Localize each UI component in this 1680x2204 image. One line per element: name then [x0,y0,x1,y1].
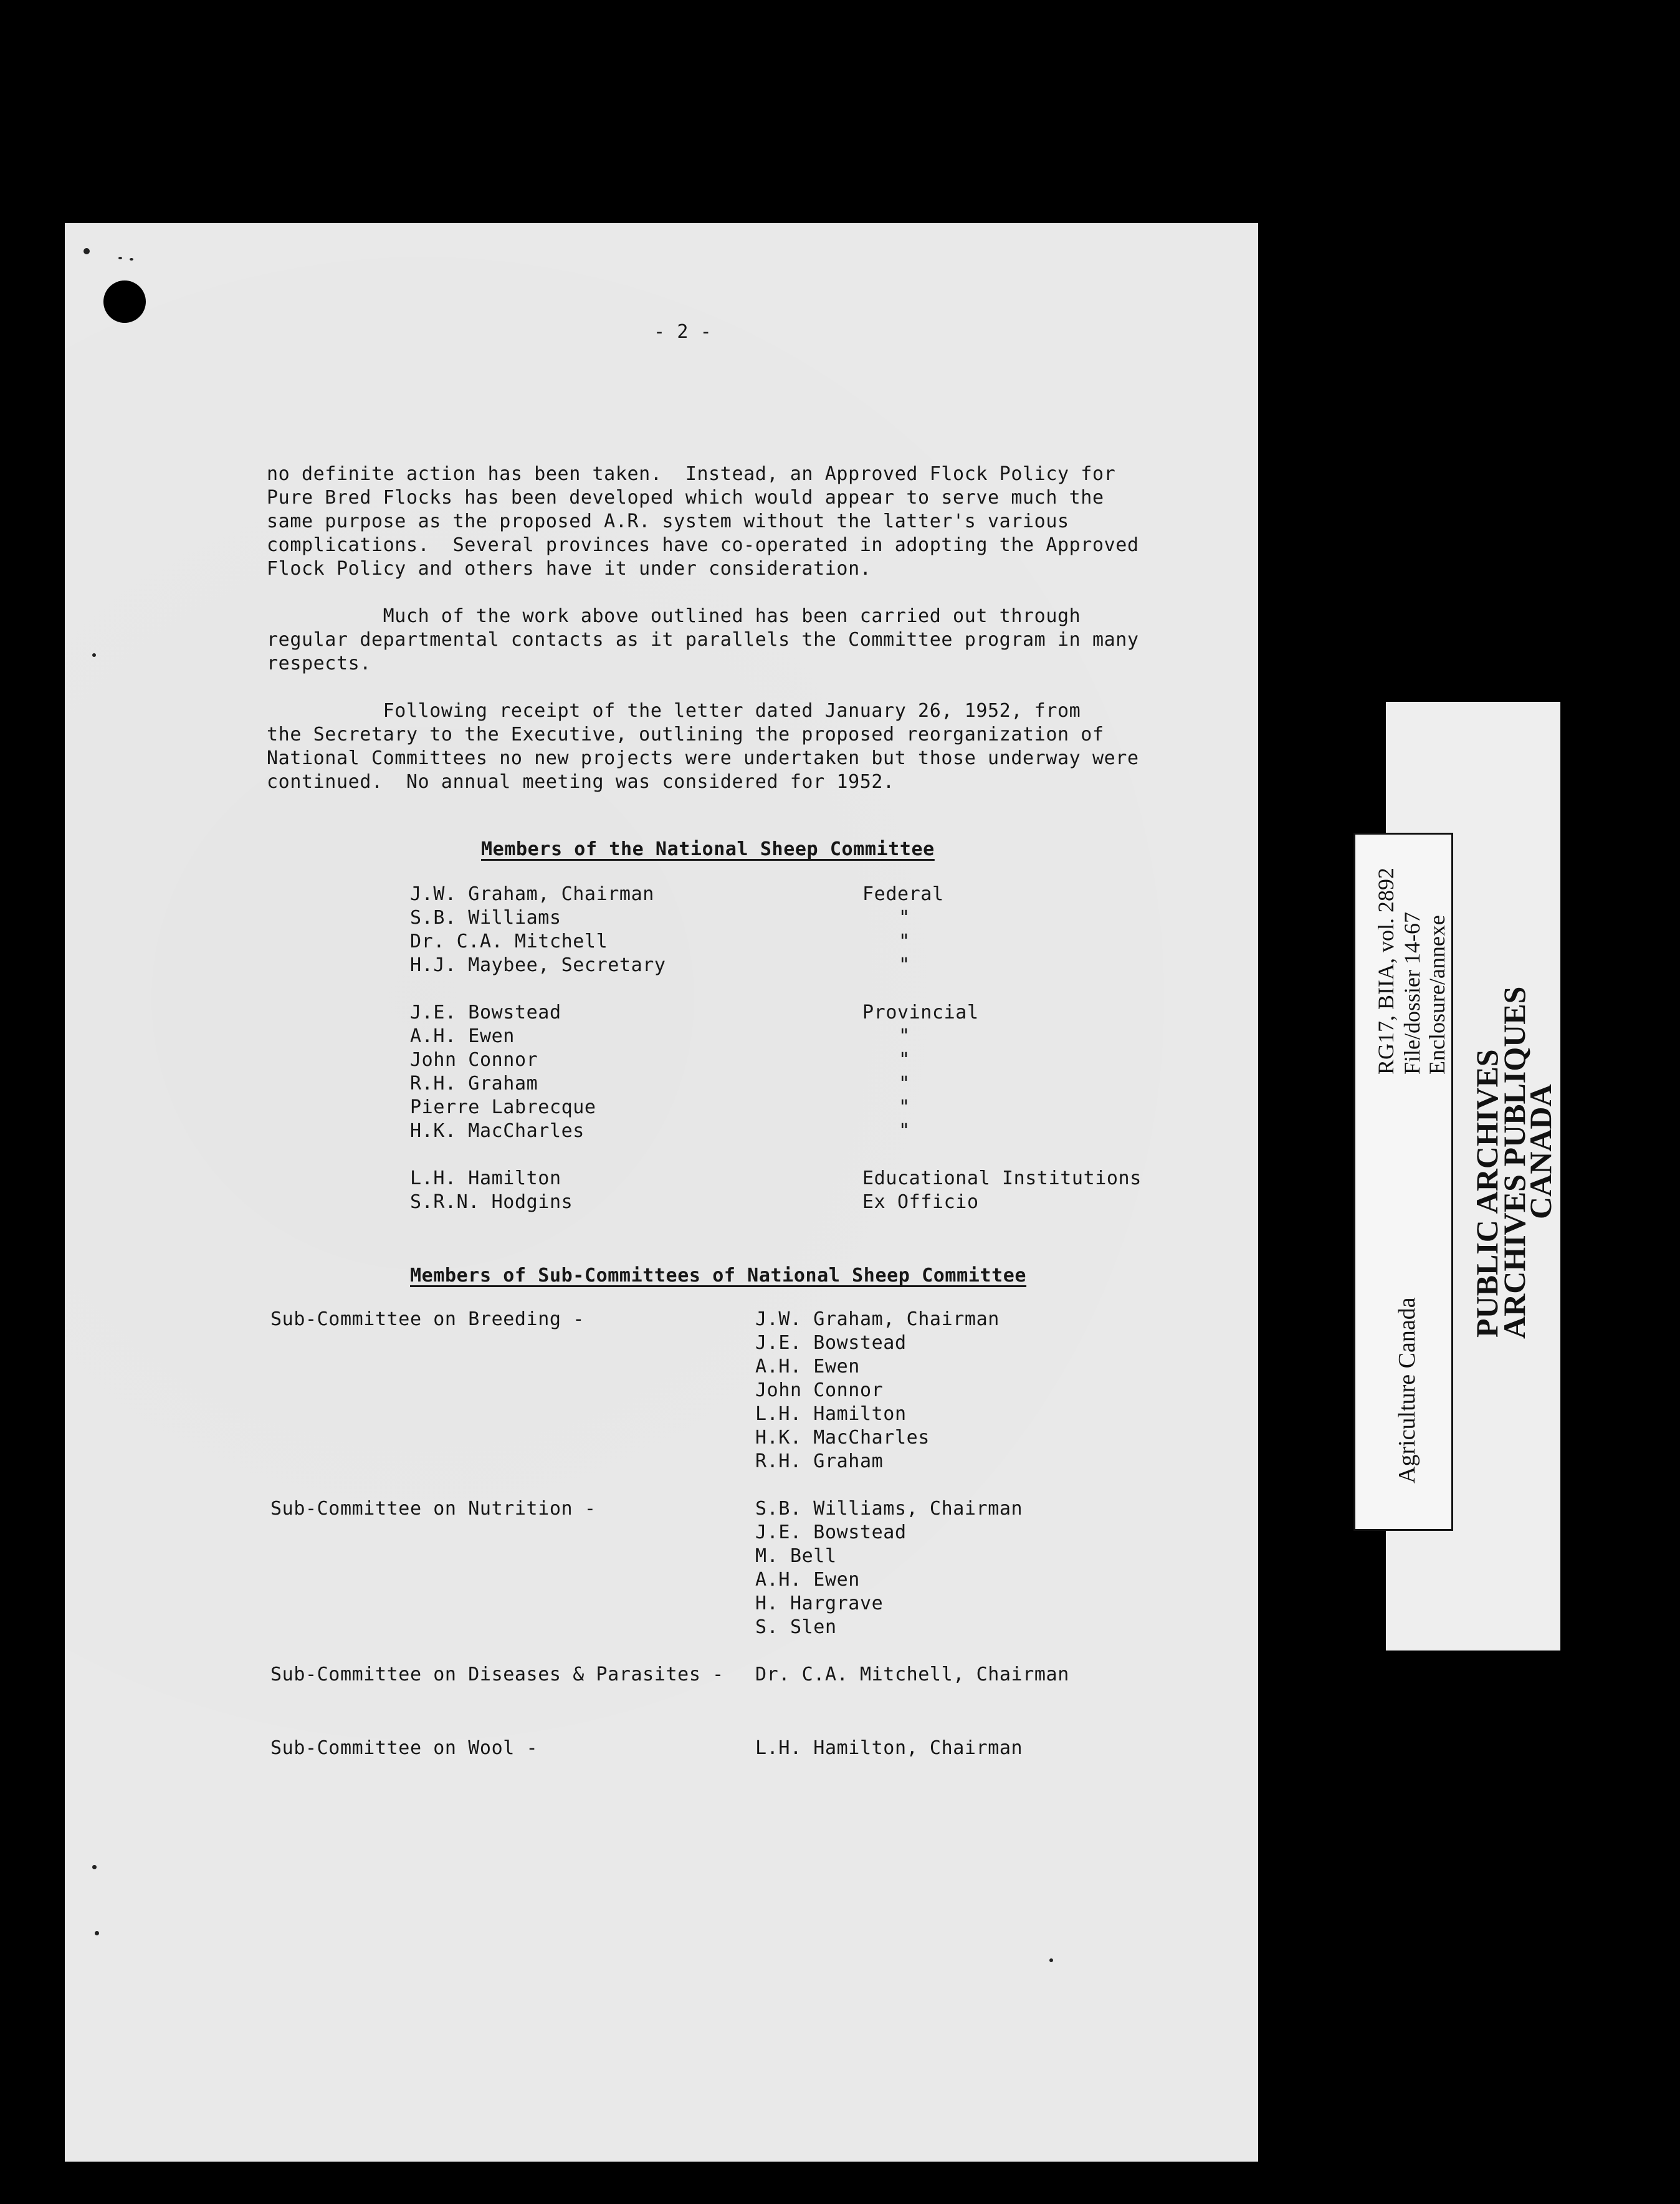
member-name: John Connor [410,1049,538,1071]
archive-label-name-en: PUBLIC ARCHIVES [1469,1049,1504,1338]
subcommittee-member: Dr. C.A. Mitchell, Chairman [755,1664,1069,1685]
member-group: " [899,1025,910,1047]
subcommittee-member: J.E. Bowstead [755,1332,907,1354]
member-group: " [899,1096,910,1118]
paragraph-2-line-1: Much of the work above outlined has been carried out through [267,605,1081,627]
member-group: Federal [862,883,944,905]
member-name: J.E. Bowstead [410,1002,561,1023]
member-name: J.W. Graham, Chairman [410,883,654,905]
paragraph-1-line-5: Flock Policy and others have it under consideration. [267,558,872,580]
subcommittee-member: H. Hargrave [755,1593,884,1614]
subcommittees-heading: Members of Sub-Committees of National Sheep Committee [410,1265,1027,1286]
paragraph-3-line-2: the Secretary to the Executive, outlining the proposed reorganization of [267,724,1104,745]
member-name: Pierre Labrecque [410,1096,596,1118]
member-group: " [899,1049,910,1071]
member-group: " [899,1120,910,1142]
member-group: " [899,907,910,929]
paragraph-3-line-4: continued. No annual meeting was considered for 1952. [267,771,895,793]
page-number: - 2 - [654,321,712,343]
archive-label-enclosure: Enclosure/annexe [1425,915,1449,1075]
subcommittee-title: Sub-Committee on Wool - [270,1737,538,1759]
archive-label-file: File/dossier 14-67 [1400,912,1425,1075]
member-name: R.H. Graham [410,1073,538,1095]
ink-speck [92,1865,97,1869]
paragraph-2-line-2: regular departmental contacts as it parallels the Committee program in many [267,629,1139,651]
subcommittee-member: R.H. Graham [755,1450,884,1472]
member-group: Educational Institutions [862,1167,1142,1189]
subcommittee-member: A.H. Ewen [755,1356,860,1378]
member-name: Dr. C.A. Mitchell [410,931,608,952]
subcommittee-title: Sub-Committee on Diseases & Parasites - [270,1664,724,1685]
member-name: H.J. Maybee, Secretary [410,954,666,976]
subcommittee-member: H.K. MacCharles [755,1427,930,1449]
member-name: A.H. Ewen [410,1025,515,1047]
archive-label-name-fr: ARCHIVES PUBLIQUES [1497,986,1532,1339]
paragraph-1-line-2: Pure Bred Flocks has been developed which would appear to serve much the [267,487,1104,509]
punch-hole-mark [103,280,146,323]
ink-speck [92,653,96,657]
archive-label-issuer: Agriculture Canada [1394,1297,1420,1483]
member-group: " [899,954,910,976]
subcommittee-member: S. Slen [755,1616,837,1638]
member-name: S.R.N. Hodgins [410,1191,573,1213]
member-name: H.K. MacCharles [410,1120,585,1142]
member-group: Ex Officio [862,1191,979,1213]
paragraph-1-line-1: no definite action has been taken. Instead, an Approved Flock Policy for [267,463,1116,485]
subcommittee-member: L.H. Hamilton [755,1403,907,1425]
ink-speck [130,258,133,261]
subcommittee-title: Sub-Committee on Nutrition - [270,1498,596,1520]
subcommittee-member: J.W. Graham, Chairman [755,1308,1000,1330]
archive-label-country: CANADA [1523,1084,1558,1219]
subcommittee-member: M. Bell [755,1545,837,1567]
paragraph-3-line-1: Following receipt of the letter dated January 26, 1952, from [267,700,1081,722]
ink-speck [118,257,122,259]
document-page [65,223,1258,2162]
member-group: " [899,931,910,952]
archive-label-reference: RG17, BIIA, vol. 2892 [1373,868,1398,1075]
member-name: L.H. Hamilton [410,1167,561,1189]
member-group: Provincial [862,1002,979,1023]
ink-speck [84,248,90,254]
ink-speck [95,1931,99,1935]
subcommittee-member: S.B. Williams, Chairman [755,1498,1023,1520]
subcommittee-title: Sub-Committee on Breeding - [270,1308,585,1330]
member-name: S.B. Williams [410,907,561,929]
paragraph-3-line-3: National Committees no new projects were undertaken but those underway were [267,747,1139,769]
member-group: " [899,1073,910,1095]
subcommittee-member: J.E. Bowstead [755,1521,907,1543]
ink-speck [1049,1958,1053,1962]
paragraph-2-line-3: respects. [267,653,371,674]
subcommittee-member: John Connor [755,1379,884,1401]
paragraph-1-line-4: complications. Several provinces have co-operated in adopting the Approved [267,534,1139,556]
subcommittee-member: A.H. Ewen [755,1569,860,1591]
subcommittee-member: L.H. Hamilton, Chairman [755,1737,1023,1759]
members-heading: Members of the National Sheep Committee [481,838,935,860]
paragraph-1-line-3: same purpose as the proposed A.R. system without the latter's various [267,510,1069,532]
